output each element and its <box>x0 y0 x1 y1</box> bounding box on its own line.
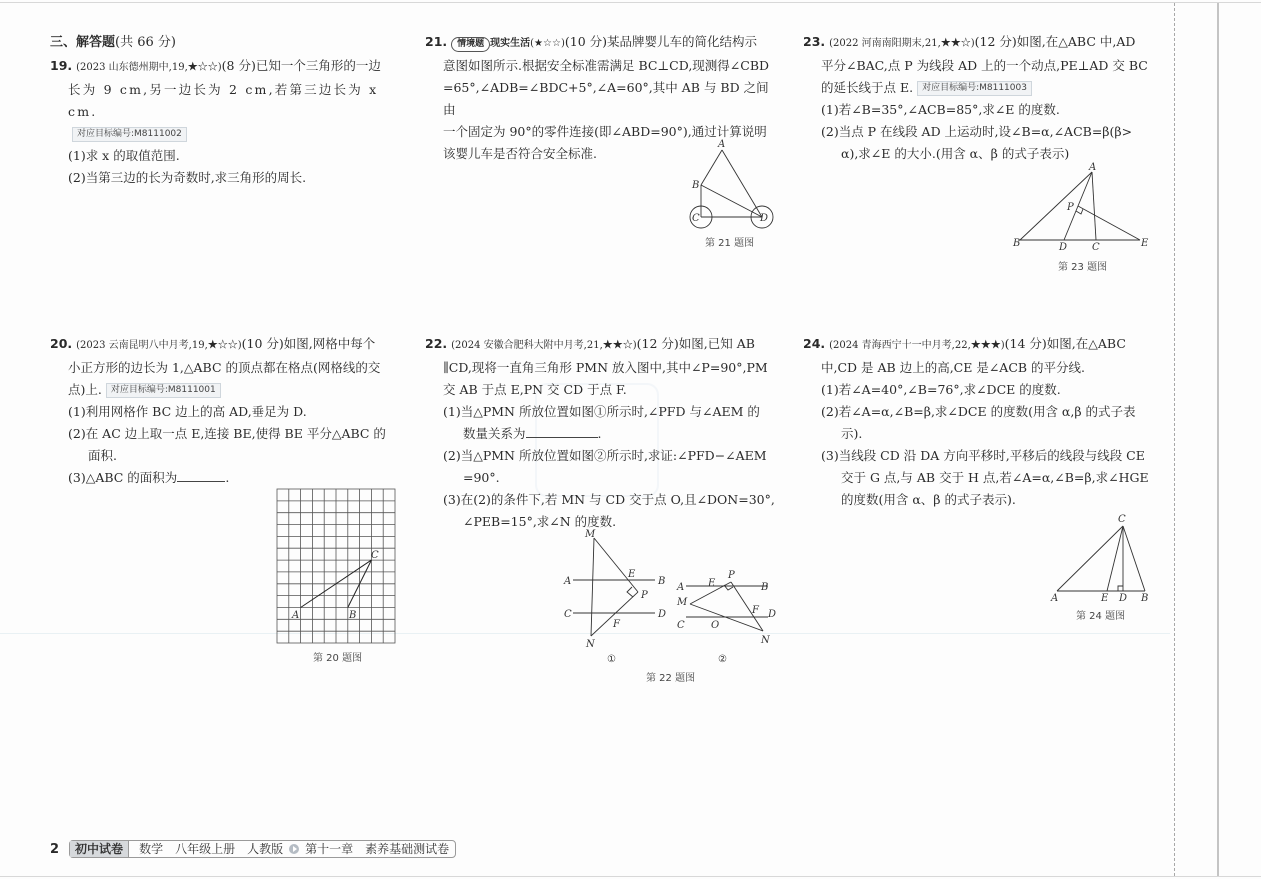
footer-paper-type: 素养基础测试卷 <box>365 842 450 856</box>
svg-text:D: D <box>658 609 667 620</box>
question-source: (2023 云南昆明八中月考,19,★☆☆) <box>76 340 242 351</box>
svg-text:C: C <box>564 609 572 620</box>
question-stem: 如图,在△ABC <box>1046 336 1126 351</box>
question-part-3: (3)当线段 CD 沿 DA 方向平移时,平移后的线段与线段 CE <box>821 448 1145 463</box>
svg-text:D: D <box>1059 242 1068 253</box>
svg-text:M: M <box>677 597 688 608</box>
svg-text:A: A <box>564 576 572 587</box>
section-title-text: 三、解答题 <box>50 35 116 50</box>
play-circle-icon <box>289 844 299 854</box>
question-part-3: (3)在(2)的条件下,若 MN 与 CD 交于点 O,且∠DON=30°, <box>443 492 775 507</box>
question-part-1: (1)利用网格作 BC 边上的高 AD,垂足为 D. <box>68 404 307 419</box>
question-part-3: (3)△ABC 的面积为 <box>68 470 178 485</box>
svg-text:N: N <box>586 639 595 650</box>
question-part-1: (1)当△PMN 所放位置如图①所示时,∠PFD 与∠AEM 的 <box>443 404 760 419</box>
question-score: (12 分) <box>974 34 1017 49</box>
question-stem: 如图,已知 AB <box>678 336 755 351</box>
svg-text:B: B <box>761 582 769 593</box>
subfigure-2-label: ② <box>718 654 727 665</box>
question-19 <box>50 55 400 189</box>
figure-20-grid <box>276 488 398 652</box>
label-C: C <box>692 213 700 224</box>
question-part-2-cont: 面积. <box>88 448 117 463</box>
question-source: (2024 安徽合肥科大附中月考,21,★★☆) <box>451 340 637 351</box>
svg-text:P: P <box>1067 202 1074 213</box>
question-part-3-cont: ∠PEB=15°,求∠N 的度数. <box>463 514 617 529</box>
question-part-1: (1)求 x 的取值范围. <box>68 148 180 163</box>
subfigure-1-label: ① <box>607 654 616 665</box>
label-B: B <box>349 610 357 621</box>
answer-blank[interactable] <box>177 467 225 482</box>
answer-blank[interactable] <box>526 423 598 438</box>
figure-23-diagram <box>1010 160 1160 255</box>
question-stem-line: 一个固定为 90°的零件连接(即∠ABD=90°),通过计算说明 <box>443 124 767 139</box>
question-stem-line: =65°,∠ADB=∠BDC+5°,∠A=60°,其中 AB 与 BD 之间由 <box>443 80 769 117</box>
svg-text:E: E <box>1141 238 1149 249</box>
question-stem-line: ∥CD,现将一直角三角形 PMN 放入图中,其中∠P=90°,PM <box>443 360 768 375</box>
question-stem-line: 中,CD 是 AB 边上的高,CE 是∠ACB 的平分线. <box>821 360 1086 375</box>
question-stem: 如图,在△ABC 中,AD <box>1016 34 1136 49</box>
question-part-2-cont: =90°. <box>463 470 500 485</box>
svg-text:F: F <box>752 605 759 616</box>
question-stem-line: 该婴儿车是否符合安全标准. <box>443 146 597 161</box>
label-D: D <box>760 213 769 224</box>
question-part-2: (2)若∠A=α,∠B=β,求∠DCE 的度数(用含 α,β 的式子表 <box>821 404 1136 419</box>
page-bottom-border <box>0 876 1261 877</box>
question-part-1-cont: 数量关系为 <box>463 426 526 441</box>
svg-text:E: E <box>628 569 636 580</box>
question-score: (14 分) <box>1004 336 1047 351</box>
grid-diagram <box>276 488 398 648</box>
label-A: A <box>292 610 300 621</box>
question-stem-line: 意图如图所示.根据安全标准需满足 BC⊥CD,现测得∠CBD <box>443 58 770 73</box>
scenario-tag: 情境题 <box>451 37 490 52</box>
question-part-2: (2)当△PMN 所放位置如图②所示时,求证:∠PFD−∠AEM <box>443 448 767 463</box>
question-20 <box>50 333 400 489</box>
question-number: 24. <box>803 336 826 351</box>
footer-subject: 数学 <box>139 842 164 856</box>
label-A: A <box>718 139 726 150</box>
question-24 <box>803 333 1158 511</box>
svg-text:D: D <box>768 609 777 620</box>
question-source: (2024 青海西宁十一中月考,22,★★★) <box>829 340 1005 351</box>
svg-text:A: A <box>1089 162 1097 173</box>
question-stem-line: 交 AB 于点 E,PN 交 CD 于点 F. <box>443 382 627 397</box>
figure-23-caption: 第 23 题图 <box>1058 262 1108 273</box>
question-source: (★☆☆) <box>530 38 565 49</box>
svg-text:C: C <box>1118 514 1126 525</box>
question-part-2: (2)在 AC 边上取一点 E,连接 BE,使得 BE 平分△ABC 的 <box>68 426 386 441</box>
svg-text:B: B <box>658 576 666 587</box>
question-stem-line: 的延长线于点 E. <box>821 80 914 95</box>
stroller-diagram <box>680 138 780 233</box>
figure-22-caption: 第 22 题图 <box>646 673 696 684</box>
label-C: C <box>371 550 379 561</box>
figure-22 <box>558 527 788 671</box>
punct: . <box>597 426 602 441</box>
figure-24 <box>1045 510 1155 609</box>
question-stem: 已知一个三角形的一边 <box>255 58 381 73</box>
question-number: 22. <box>425 336 448 351</box>
question-part-3-cont2: 的度数(用含 α、β 的式子表示). <box>841 492 1016 507</box>
figure-24-diagram <box>1045 510 1155 605</box>
figure-22-diagrams <box>558 527 788 667</box>
question-source: (2022 河南南阳期末,21,★★☆) <box>829 38 975 49</box>
figure-20-caption: 第 20 题图 <box>313 653 363 664</box>
question-number: 21. <box>425 34 448 49</box>
target-code-chip: 对应目标编号:M8111001 <box>106 383 221 398</box>
punct: . <box>225 470 230 485</box>
section-title <box>50 31 176 50</box>
page-top-border <box>0 2 1261 3</box>
binding-dashed-line <box>1174 3 1175 876</box>
question-23 <box>803 31 1158 165</box>
svg-text:F: F <box>613 619 620 630</box>
question-part-1: (1)若∠A=40°,∠B=76°,求∠DCE 的度数. <box>821 382 1061 397</box>
figure-24-caption: 第 24 题图 <box>1076 611 1126 622</box>
svg-text:D: D <box>1119 593 1128 604</box>
footer-edition: 人教版 <box>247 842 284 856</box>
svg-text:N: N <box>761 635 770 646</box>
svg-text:C: C <box>677 620 685 631</box>
question-stem-cont: 长为 9 cm,另一边长为 2 cm,若第三边长为 x cm. <box>68 82 379 119</box>
figure-21-caption: 第 21 题图 <box>705 238 755 249</box>
svg-text:O: O <box>711 620 720 631</box>
question-score: (10 分) <box>241 336 284 351</box>
svg-text:M: M <box>585 529 596 540</box>
question-number: 20. <box>50 336 73 351</box>
question-part-3-cont: 交于 G 点,与 AB 交于 H 点,若∠A=α,∠B=β,求∠HGE <box>841 470 1149 485</box>
page-number: 2 <box>50 841 60 857</box>
question-stem-cont2: 点)上. <box>68 382 102 397</box>
svg-text:P: P <box>728 570 735 581</box>
label-B: B <box>692 180 700 191</box>
question-part-2: (2)当第三边的长为奇数时,求三角形的周长. <box>68 170 307 185</box>
question-22 <box>425 333 780 533</box>
target-code-chip: 对应目标编号:M8111003 <box>917 81 1032 96</box>
page-footer <box>50 840 456 858</box>
svg-text:E: E <box>708 578 716 589</box>
svg-text:B: B <box>1141 593 1149 604</box>
footer-brand: 初中试卷 <box>70 841 129 857</box>
figure-21-stroller <box>680 138 780 237</box>
svg-text:C: C <box>1092 242 1100 253</box>
question-part-2-cont: 示). <box>841 426 863 441</box>
footer-chapter: 第十一章 <box>305 842 354 856</box>
question-number: 23. <box>803 34 826 49</box>
question-part-1: (1)若∠B=35°,∠ACB=85°,求∠E 的度数. <box>821 102 1060 117</box>
question-score: (8 分) <box>221 58 256 73</box>
svg-text:B: B <box>1013 238 1021 249</box>
svg-text:E: E <box>1101 593 1109 604</box>
real-life-tag: 现实生活 <box>490 38 531 49</box>
question-part-2-cont: α),求∠E 的大小.(用含 α、β 的式子表示) <box>841 146 1070 161</box>
footer-bar <box>69 840 456 858</box>
question-stem-line: 平分∠BAC,点 P 为线段 AD 上的一个动点,PE⊥AD 交 BC <box>821 58 1148 73</box>
footer-grade: 八年级上册 <box>175 842 236 856</box>
question-score: (10 分) <box>564 34 607 49</box>
question-stem: 如图,网格中每个 <box>283 336 376 351</box>
question-stem-cont: 小正方形的边长为 1,△ABC 的顶点都在格点(网格线的交 <box>68 360 381 375</box>
svg-text:P: P <box>641 590 648 601</box>
question-part-2: (2)当点 P 在线段 AD 上运动时,设∠B=α,∠ACB=β(β> <box>821 124 1133 139</box>
question-stem: 某品牌婴儿车的简化结构示 <box>607 34 758 49</box>
page-edge-line <box>1217 3 1219 876</box>
question-number: 19. <box>50 58 73 73</box>
question-source: (2023 山东德州期中,19,★☆☆) <box>76 62 222 73</box>
target-code-chip: 对应目标编号:M8111002 <box>72 127 187 142</box>
svg-text:A: A <box>1051 593 1059 604</box>
section-points: (共 66 分) <box>115 35 176 50</box>
svg-text:A: A <box>677 582 685 593</box>
figure-23 <box>1010 160 1160 259</box>
question-score: (12 分) <box>636 336 679 351</box>
